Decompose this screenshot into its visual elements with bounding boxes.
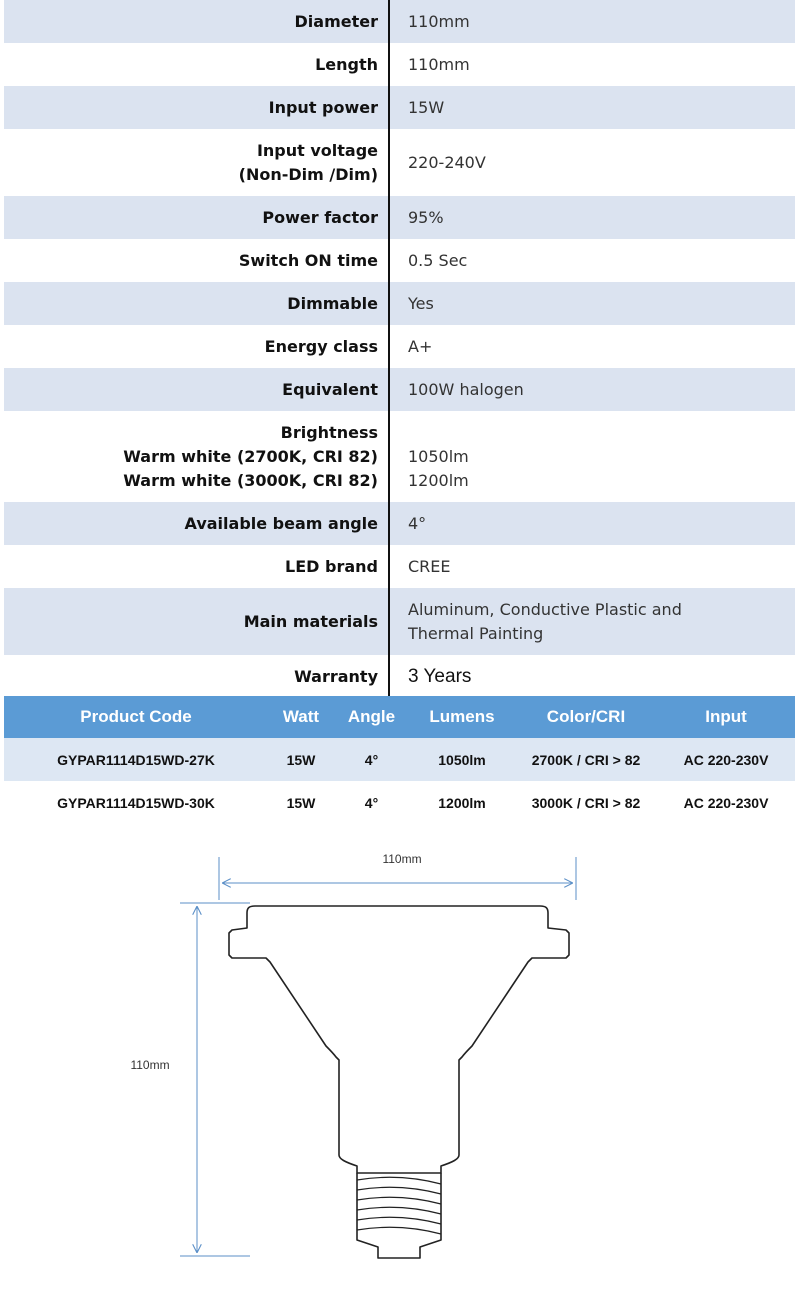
column-header: Lumens [429,707,495,726]
table-cell: 4° [364,751,379,768]
spec-row-equivalent [4,368,795,411]
spec-row-power-factor [4,196,795,239]
spec-value: Aluminum, Conductive Plastic and [408,599,682,619]
table-cell: AC 220-230V [683,751,769,768]
spec-label: Dimmable [287,293,378,313]
width-label: 110mm [382,852,422,866]
screw-threads [357,1177,441,1234]
spec-label: Equivalent [282,379,378,399]
spec-row-energy-class [4,325,795,368]
spec-value: CREE [408,556,451,576]
spec-label: Diameter [294,11,378,31]
table-row [4,781,795,824]
table-cell: GYPAR1114D15WD-30K [57,794,215,811]
height-label: 110mm [130,1058,170,1072]
table-cell: 15W [286,751,316,768]
spec-value: 95% [408,207,444,227]
table-cell: GYPAR1114D15WD-27K [57,751,215,768]
spec-row-led-brand [4,545,795,588]
spec-value: 3 Years [408,665,472,687]
spec-label: (Non-Dim /Dim) [238,164,378,184]
spec-row-warranty [4,655,795,698]
table-cell: AC 220-230V [683,794,769,811]
spec-label: Warm white (3000K, CRI 82) [123,470,378,490]
table-cell: 4° [364,794,379,811]
table-cell: 1050lm [438,751,486,768]
table-cell: 1200lm [438,794,486,811]
specifications-table [4,0,795,698]
spec-label: Available beam angle [184,513,378,533]
spec-row-beam-angle [4,502,795,545]
column-header: Watt [282,707,320,726]
spec-row-diameter [4,0,795,43]
spec-label: Brightness [280,422,378,442]
lamp-outline [229,906,569,1258]
spec-label: Input voltage [256,140,378,160]
spec-label: Warm white (2700K, CRI 82) [123,446,378,466]
product-table-header [4,696,795,738]
spec-row-input-power [4,86,795,129]
table-cell: 2700K / CRI > 82 [531,751,641,768]
table-cell: 15W [286,794,316,811]
spec-row-switch-on-time [4,239,795,282]
table-row [4,738,795,781]
product-table [4,696,795,824]
spec-label: LED brand [285,556,378,576]
spec-label: Power factor [262,207,378,227]
height-dimension [180,903,250,1256]
spec-row-input-voltage [4,129,795,196]
spec-value: 4° [408,513,427,533]
spec-row-main-materials [4,588,795,655]
spec-row-length [4,43,795,86]
spec-label: Switch ON time [238,250,378,270]
spec-value: 110mm [408,54,470,74]
spec-row-brightness [4,411,795,502]
column-header: Color/CRI [546,707,626,726]
spec-value: 110mm [408,11,470,31]
spec-value: Thermal Painting [408,623,544,643]
spec-value: 1200lm [408,470,469,490]
spec-label: Energy class [264,336,378,356]
spec-value: 100W halogen [408,379,524,399]
spec-row-dimmable [4,282,795,325]
column-header: Product Code [80,707,192,726]
table-cell: 3000K / CRI > 82 [531,794,641,811]
spec-value: 220-240V [408,152,486,172]
spec-value: 15W [408,97,445,117]
column-header: Input [705,707,747,726]
spec-value: Yes [408,293,434,313]
spec-label: Length [315,54,378,74]
spec-label: Main materials [243,611,378,631]
spec-value: A+ [408,336,433,356]
spec-label: Warranty [294,666,378,686]
column-header: Angle [347,707,396,726]
spec-label: Input power [268,97,378,117]
lamp-dimension-drawing [0,840,800,1280]
spec-value: 1050lm [408,446,469,466]
spec-value: 0.5 Sec [408,250,468,270]
spec-value [408,421,469,445]
